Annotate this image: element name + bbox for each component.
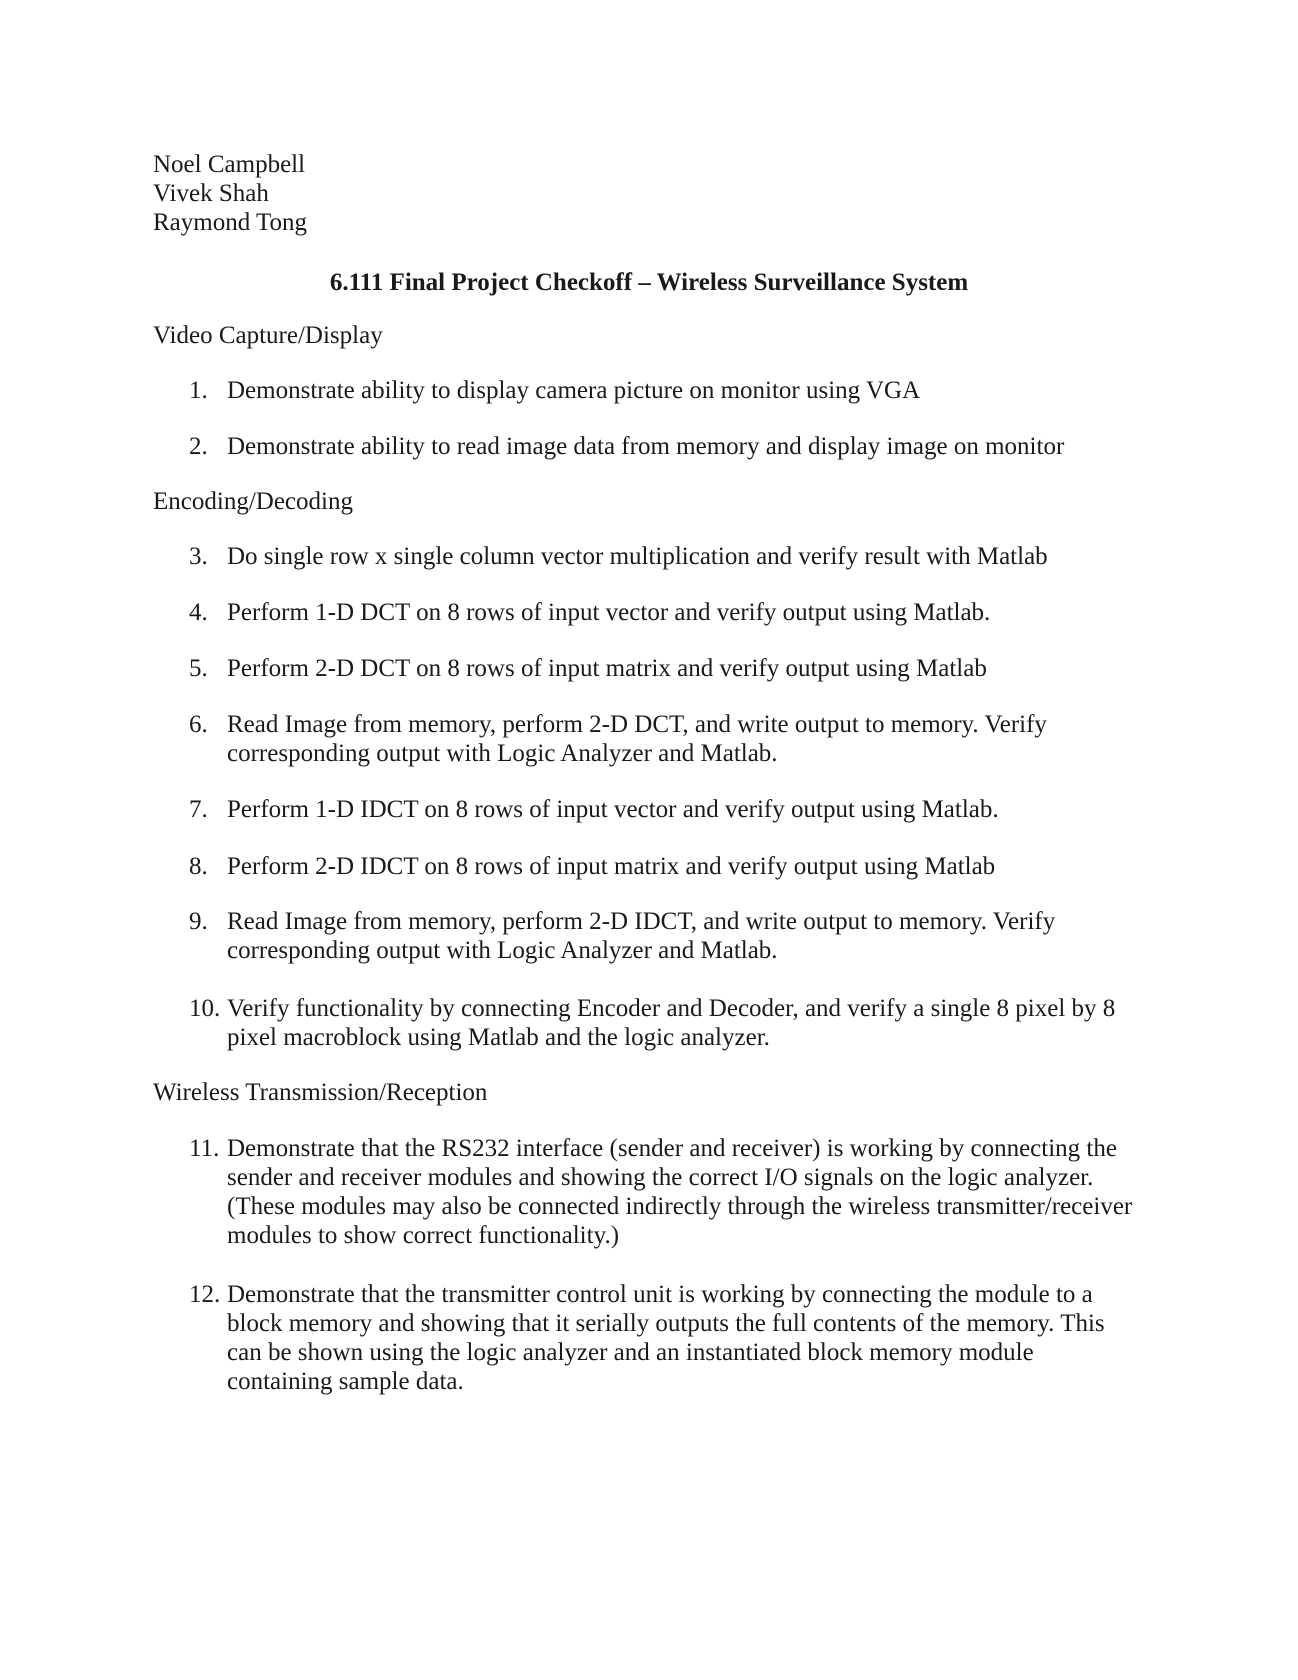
item-text: Perform 1-D IDCT on 8 rows of input vector and verify output using Matlab. — [227, 796, 999, 823]
item-text: Demonstrate that the transmitter control unit is working by connecting the module to a block memory and showing that it serially outputs the full contents of the memory. This can be shown using the logic analyzer and an instantiated block memory module containing sample data. — [227, 1281, 1105, 1395]
item-text: Perform 2-D DCT on 8 rows of input matrix and verify output using Matlab — [227, 655, 987, 682]
item-number: 2. — [189, 433, 208, 460]
section-heading-video: Video Capture/Display — [153, 322, 383, 349]
item-number: 12. — [189, 1281, 221, 1308]
checkoff-item — [189, 994, 1139, 1052]
item-text: Perform 1-D DCT on 8 rows of input vector and verify output using Matlab. — [227, 599, 991, 626]
section-heading-wireless: Wireless Transmission/Reception — [153, 1079, 488, 1106]
document-title: 6.111 Final Project Checkoff – Wireless Surveillance System — [329, 269, 969, 296]
item-number: 1. — [189, 377, 208, 404]
item-number: 6. — [189, 711, 208, 738]
item-number: 11. — [189, 1135, 220, 1162]
item-number: 9. — [189, 908, 208, 935]
item-text: Demonstrate that the RS232 interface (sender and receiver) is working by connecting the sender and receiver modules and showing the correct I/O signals on the logic analyzer. (These modules may also be connected indirectly through the wireless transmitter/receiver modules to show correct functionality.) — [227, 1135, 1133, 1249]
checkoff-item — [189, 432, 1139, 461]
checkoff-item — [189, 654, 1139, 683]
item-text: Demonstrate ability to read image data from memory and display image on monitor — [227, 433, 1065, 460]
item-text: Verify functionality by connecting Encoder and Decoder, and verify a single 8 pixel by 8 pixel macroblock using Matlab and the logic analyzer. — [227, 995, 1116, 1051]
checkoff-item — [189, 542, 1139, 571]
author-list — [153, 150, 307, 237]
item-number: 4. — [189, 599, 208, 626]
author-name: Raymond Tong — [153, 209, 308, 236]
item-text: Read Image from memory, perform 2-D DCT, and write output to memory. Verify corresponding output with Logic Analyzer and Matlab. — [227, 711, 1047, 767]
checkoff-item — [189, 852, 1139, 881]
item-number: 3. — [189, 543, 208, 570]
author-name: Vivek Shah — [153, 180, 269, 207]
checkoff-item — [189, 795, 1139, 824]
item-number: 8. — [189, 853, 208, 880]
checkoff-item — [189, 1134, 1139, 1250]
checkoff-item — [189, 907, 1139, 965]
item-number: 5. — [189, 655, 208, 682]
checkoff-item — [189, 598, 1139, 627]
item-number: 7. — [189, 796, 208, 823]
checkoff-item — [189, 710, 1139, 768]
item-text: Read Image from memory, perform 2-D IDCT, and write output to memory. Verify corresponding output with Logic Analyzer and Matlab. — [227, 908, 1056, 964]
item-text: Do single row x single column vector multiplication and verify result with Matlab — [227, 543, 1048, 570]
author-name: Noel Campbell — [153, 151, 306, 178]
checkoff-item — [189, 376, 1139, 405]
checkoff-item — [189, 1280, 1139, 1396]
item-text: Perform 2-D IDCT on 8 rows of input matrix and verify output using Matlab — [227, 853, 996, 880]
item-text: Demonstrate ability to display camera picture on monitor using VGA — [227, 377, 921, 404]
item-number: 10. — [189, 995, 221, 1022]
section-heading-encoding: Encoding/Decoding — [153, 488, 353, 515]
